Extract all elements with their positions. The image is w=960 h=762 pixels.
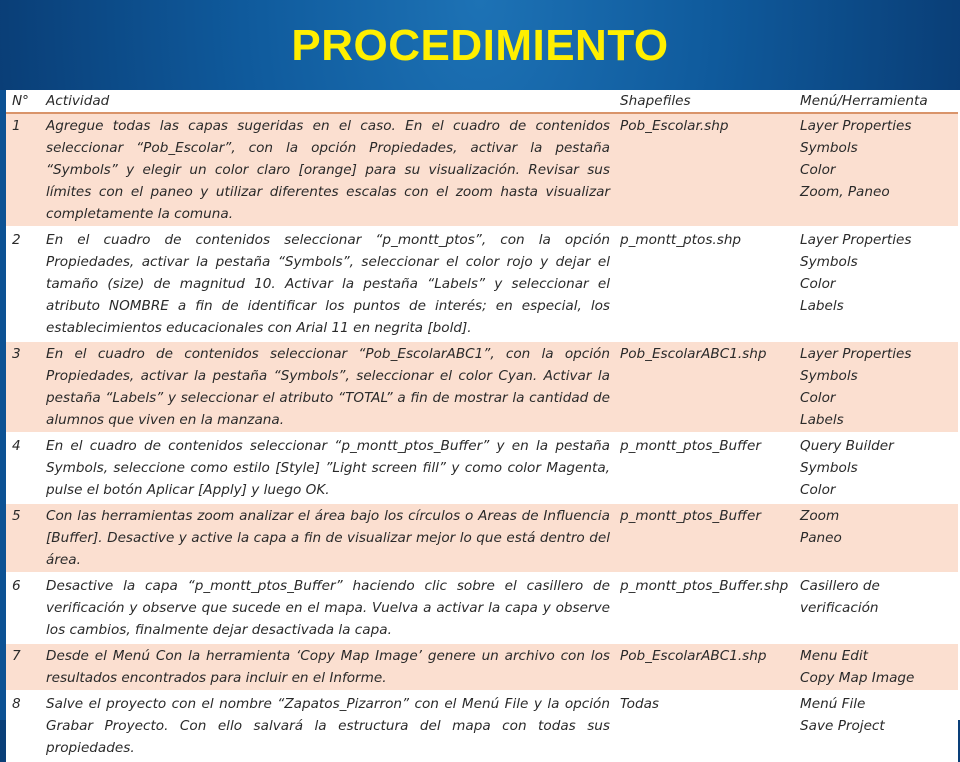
menu-tool-item: Menu Edit (800, 648, 868, 664)
row-shapefile: Pob_EscolarABC1.shp (614, 643, 794, 691)
menu-tool-item: Zoom, Paneo (800, 184, 890, 200)
menu-tool-item: Labels (800, 412, 844, 428)
menu-tool-item: Color (800, 390, 836, 406)
row-activity: Desde el Menú Con la herramienta ‘Copy Map Image’ genere un archivo con los resultados encontrados para incluir en el Informe. (40, 643, 614, 691)
row-number: 2 (6, 227, 40, 341)
row-activity: En el cuadro de contenidos seleccionar “p_montt_ptos”, con la opción Propiedades, activar la pestaña “Symbols”, seleccionar el color rojo y dejar el tamaño (size) de magnitud 10. Activar la pestaña “Labels” y seleccionar el atributo NOMBRE a fin de identificar los puntos de interés; en especial, los establecimientos educacionales con Arial 11 en negrita [bold]. (40, 227, 614, 341)
menu-tool-item: Symbols (800, 254, 858, 270)
row-menu-tools (794, 503, 958, 573)
row-menu-tools (794, 341, 958, 433)
menu-tool-item: Zoom (800, 508, 840, 524)
row-activity: Agregue todas las capas sugeridas en el caso. En el cuadro de contenidos seleccionar “Pob_Escolar”, con la opción Propiedades, activar la pestaña “Symbols” y elegir un color claro [orange] para su visualización. Revisar sus límites con el paneo y utilizar diferentes escalas con el zoom hasta visualizar completamente la comuna. (40, 113, 614, 227)
header-activity: Actividad (40, 90, 614, 113)
row-menu-tools (794, 113, 958, 227)
menu-tool-item: Labels (800, 298, 844, 314)
menu-tool-item: Symbols (800, 460, 858, 476)
slide-title: PROCEDIMIENTO (291, 21, 669, 70)
table-body (6, 113, 958, 761)
table-row (6, 643, 958, 691)
row-number: 3 (6, 341, 40, 433)
row-number: 5 (6, 503, 40, 573)
row-number: 7 (6, 643, 40, 691)
menu-tool-item: Symbols (800, 368, 858, 384)
row-menu-tools (794, 691, 958, 761)
menu-tool-item: Copy Map Image (800, 670, 915, 686)
procedure-table-container (6, 90, 960, 756)
row-menu-tools (794, 227, 958, 341)
procedure-table (6, 90, 958, 762)
row-activity: Desactive la capa “p_montt_ptos_Buffer” haciendo clic sobre el casillero de verificación y observe que sucede en el mapa. Vuelva a activar la capa y observe los cambios, finalmente dejar desactivada la capa. (40, 573, 614, 643)
table-row (6, 573, 958, 643)
menu-tool-item: Layer Properties (800, 118, 912, 134)
header-menu-tool: Menú/Herramienta (794, 90, 958, 113)
menu-tool-item: Symbols (800, 140, 858, 156)
menu-tool-item: Layer Properties (800, 232, 912, 248)
menu-tool-item: Layer Properties (800, 346, 912, 362)
row-menu-tools (794, 433, 958, 503)
row-activity: En el cuadro de contenidos seleccionar “p_montt_ptos_Buffer” y en la pestaña Symbols, seleccione como estilo [Style] ”Light screen fill” y como color Magenta, pulse el botón Aplicar [Apply] y luego OK. (40, 433, 614, 503)
table-row (6, 503, 958, 573)
row-menu-tools (794, 573, 958, 643)
menu-tool-item: Save Project (800, 718, 885, 734)
row-activity: En el cuadro de contenidos seleccionar “Pob_EscolarABC1”, con la opción Propiedades, activar la pestaña “Symbols”, seleccionar el color Cyan. Activar la pestaña “Labels” y seleccionar el atributo “TOTAL” a fin de mostrar la cantidad de alumnos que viven en la manzana. (40, 341, 614, 433)
row-shapefile: p_montt_ptos.shp (614, 227, 794, 341)
menu-tool-item: Paneo (800, 530, 842, 546)
row-shapefile: Todas (614, 691, 794, 761)
row-menu-tools (794, 643, 958, 691)
table-row (6, 113, 958, 227)
menu-tool-item: Color (800, 162, 836, 178)
row-shapefile: Pob_Escolar.shp (614, 113, 794, 227)
table-header-row (6, 90, 958, 113)
table-row (6, 433, 958, 503)
row-shapefile: p_montt_ptos_Buffer (614, 503, 794, 573)
table-row (6, 691, 958, 761)
menu-tool-item: Color (800, 276, 836, 292)
row-activity: Con las herramientas zoom analizar el área bajo los círculos o Areas de Influencia [Buffer]. Desactive y active la capa a fin de visualizar mejor lo que está dentro del área. (40, 503, 614, 573)
row-number: 1 (6, 113, 40, 227)
table-row (6, 227, 958, 341)
header-shapefiles: Shapefiles (614, 90, 794, 113)
row-number: 6 (6, 573, 40, 643)
menu-tool-item: Menú File (800, 696, 866, 712)
menu-tool-item: Casillero de verificación (800, 578, 880, 616)
menu-tool-item: Query Builder (800, 438, 894, 454)
row-number: 4 (6, 433, 40, 503)
row-shapefile: p_montt_ptos_Buffer.shp (614, 573, 794, 643)
row-number: 8 (6, 691, 40, 761)
row-activity: Salve el proyecto con el nombre “Zapatos_Pizarron” con el Menú File y la opción Grabar Proyecto. Con ello salvará la estructura del mapa con todas sus propiedades. (40, 691, 614, 761)
header-num: N° (6, 90, 40, 113)
table-row (6, 341, 958, 433)
row-shapefile: p_montt_ptos_Buffer (614, 433, 794, 503)
menu-tool-item: Color (800, 482, 836, 498)
row-shapefile: Pob_EscolarABC1.shp (614, 341, 794, 433)
